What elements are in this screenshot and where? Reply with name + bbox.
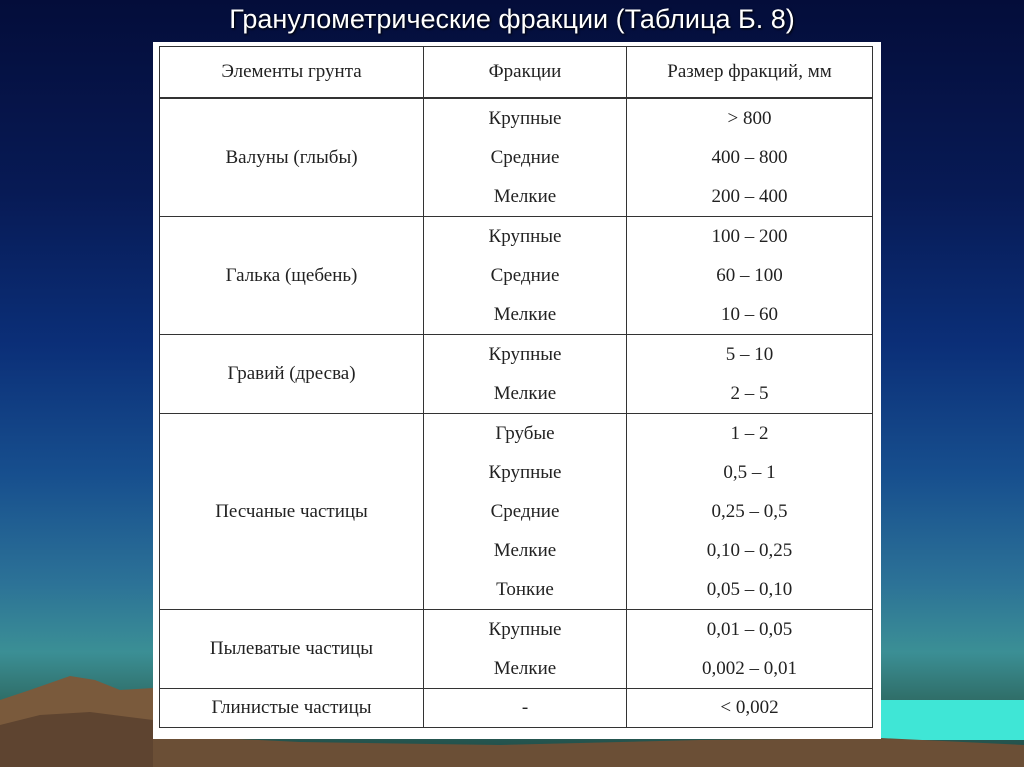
size-value: 5 – 10 xyxy=(725,344,774,365)
left-hill-shadow xyxy=(0,712,153,767)
table-row xyxy=(160,610,873,689)
size-value: 200 – 400 xyxy=(711,186,788,207)
element-cell: Пылеватые частицы xyxy=(160,610,424,689)
header-fractions: Фракции xyxy=(424,47,627,99)
size-value: 10 – 60 xyxy=(721,304,778,325)
size-cell xyxy=(627,217,873,335)
size-cell xyxy=(627,610,873,689)
fraction-cell xyxy=(424,414,627,610)
size-value: 400 – 800 xyxy=(711,147,788,168)
size-cell xyxy=(627,414,873,610)
table-row xyxy=(160,335,873,414)
fraction-label: Мелкие xyxy=(493,658,557,679)
size-value: 1 – 2 xyxy=(730,423,769,444)
size-value: 60 – 100 xyxy=(716,265,783,286)
element-cell: Глинистые частицы xyxy=(160,689,424,728)
fraction-cell: - xyxy=(424,689,627,728)
size-cell xyxy=(627,98,873,217)
size-value: 100 – 200 xyxy=(711,226,788,247)
fraction-label: Средние xyxy=(490,147,560,168)
element-cell: Галька (щебень) xyxy=(160,217,424,335)
size-cell: < 0,002 xyxy=(627,689,873,728)
fraction-cell xyxy=(424,335,627,414)
size-value: > 800 xyxy=(727,108,772,129)
table-row xyxy=(160,414,873,610)
fraction-cell xyxy=(424,217,627,335)
fraction-label: Средние xyxy=(490,265,560,286)
size-value: 0,01 – 0,05 xyxy=(706,619,793,640)
fraction-label: Мелкие xyxy=(493,304,557,325)
fraction-label: Грубые xyxy=(495,423,555,444)
element-cell: Гравий (дресва) xyxy=(160,335,424,414)
table-header-row xyxy=(160,47,873,99)
fraction-label: Тонкие xyxy=(496,579,554,600)
bottom-ground xyxy=(153,735,1024,767)
size-value: 2 – 5 xyxy=(730,383,769,404)
element-cell: Валуны (глыбы) xyxy=(160,98,424,217)
table-row xyxy=(160,217,873,335)
fraction-label: Крупные xyxy=(488,619,562,640)
header-elements: Элементы грунта xyxy=(160,47,424,99)
table-row xyxy=(160,689,873,728)
fraction-label: Крупные xyxy=(488,462,562,483)
table-row xyxy=(160,98,873,217)
table-panel xyxy=(153,42,881,739)
size-value: 0,05 – 0,10 xyxy=(706,579,793,600)
granulometric-table xyxy=(159,46,873,728)
sea-strip xyxy=(860,700,1024,740)
fraction-cell xyxy=(424,98,627,217)
fraction-label: Мелкие xyxy=(493,186,557,207)
fraction-label: Крупные xyxy=(488,108,562,129)
size-value: 0,002 – 0,01 xyxy=(702,658,797,679)
size-cell xyxy=(627,335,873,414)
fraction-label: Крупные xyxy=(488,344,562,365)
element-cell: Песчаные частицы xyxy=(160,414,424,610)
fraction-cell xyxy=(424,610,627,689)
fraction-label: Крупные xyxy=(488,226,562,247)
fraction-label: Средние xyxy=(490,501,560,522)
size-value: 0,5 – 1 xyxy=(723,462,776,483)
size-value: 0,25 – 0,5 xyxy=(711,501,788,522)
fraction-label: Мелкие xyxy=(493,383,557,404)
fraction-label: Мелкие xyxy=(493,540,557,561)
slide-title: Гранулометрические фракции (Таблица Б. 8) xyxy=(229,4,795,34)
size-value: 0,10 – 0,25 xyxy=(706,540,793,561)
header-size: Размер фракций, мм xyxy=(627,47,873,99)
